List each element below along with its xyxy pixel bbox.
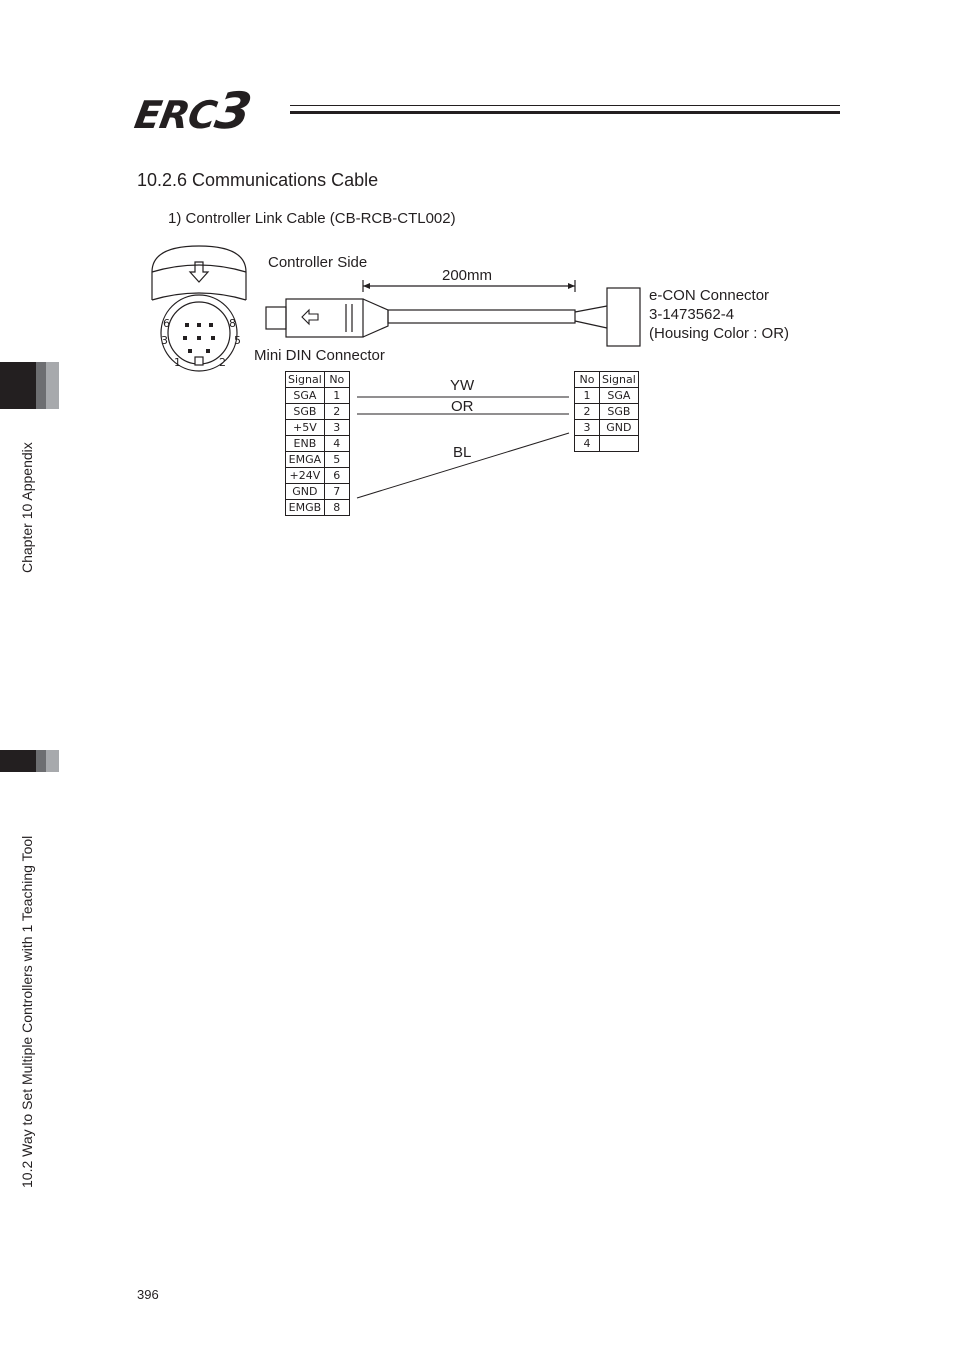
din-pin-number: 3 [161,334,168,347]
wire-bl [357,433,569,498]
table-row [286,484,350,500]
pin-number-cell: 3 [575,420,600,436]
chapter-tab-accent [36,362,46,409]
pin-number-cell: 1 [575,388,600,404]
wire-label-or: OR [451,398,474,415]
pin-number-cell: 1 [324,388,349,404]
table-row [286,452,350,468]
pin-number-cell: 7 [324,484,349,500]
table-row [575,388,639,404]
mini-din-label: Mini DIN Connector [254,347,385,364]
table-row [286,500,350,516]
signal-cell: SGB [286,404,325,420]
cable-side-view [266,280,640,346]
length-label: 200mm [442,267,493,284]
table-row [286,388,350,404]
signal-cell: ENB [286,436,325,452]
pin-number-cell: 8 [324,500,349,516]
section-tab-block [0,750,36,772]
wire-label-yw: YW [450,377,475,394]
table-header-row [286,372,350,388]
signal-cell: EMGA [286,452,325,468]
pin-number-cell: 6 [324,468,349,484]
section-title: 10.2.6 Communications Cable [137,170,379,190]
section-tab-accent [36,750,46,772]
signal-cell: GND [286,484,325,500]
signal-cell: EMGB [286,500,325,516]
chapter-side-label: Chapter 10 Appendix [19,442,35,573]
signal-cell [600,436,639,452]
econ-pin-table [574,371,639,452]
pin-number-cell: 2 [575,404,600,420]
cable-body [388,310,575,323]
plug-arrow-icon [302,310,318,324]
table-row [575,404,639,420]
column-header: No [324,372,349,388]
table-row [575,436,639,452]
din-pin-number: 6 [163,317,170,330]
table-row [286,404,350,420]
table-header-row [575,372,639,388]
din-plug-tip [266,307,286,329]
logo-digit: 3 [210,82,256,140]
econ-label-line3: (Housing Color : OR) [649,325,790,342]
cable-diagram [0,0,954,600]
column-header: Signal [600,372,639,388]
din-pin-number: 5 [234,334,241,347]
controller-side-label: Controller Side [268,254,368,271]
section-tab-accent [46,750,59,772]
din-pin-number: 2 [219,356,226,369]
signal-cell: +5V [286,420,325,436]
table-row [286,420,350,436]
subsection-title: 1) Controller Link Cable (CB-RCB-CTL002) [168,210,456,227]
dimension-arrow-right-icon [568,283,575,289]
chapter-tab-block [0,362,36,409]
signal-cell: SGA [286,388,325,404]
din-pin-number: 8 [229,317,236,330]
table-row [286,468,350,484]
pin-number-cell: 4 [324,436,349,452]
mini-din-face [152,246,246,371]
signal-cell: GND [600,420,639,436]
logo-text: ERC [131,93,220,137]
signal-cell: SGA [600,388,639,404]
econ-label-line1: e-CON Connector [649,287,770,304]
pin-number-cell: 3 [324,420,349,436]
mini-din-pin-table [285,371,350,516]
column-header: Signal [286,372,325,388]
table-row [286,436,350,452]
dimension-arrow-left-icon [363,283,370,289]
din-pin-number: 1 [174,356,181,369]
signal-cell: SGB [600,404,639,420]
section-side-label: 10.2 Way to Set Multiple Controllers with 1 Teaching Tool [19,835,35,1188]
econ-label-line2: 3-1473562-4 [649,306,735,323]
pin-number-cell: 5 [324,452,349,468]
chapter-tab-accent [46,362,59,409]
pin-number-cell: 2 [324,404,349,420]
column-header: No [575,372,600,388]
pin-number-cell: 4 [575,436,600,452]
econ-connector [607,288,640,346]
wiring-lines [357,397,569,498]
wire-label-bl: BL [453,444,472,461]
din-pins [183,323,215,353]
signal-cell: +24V [286,468,325,484]
table-row [575,420,639,436]
page-number: 396 [137,1287,159,1302]
